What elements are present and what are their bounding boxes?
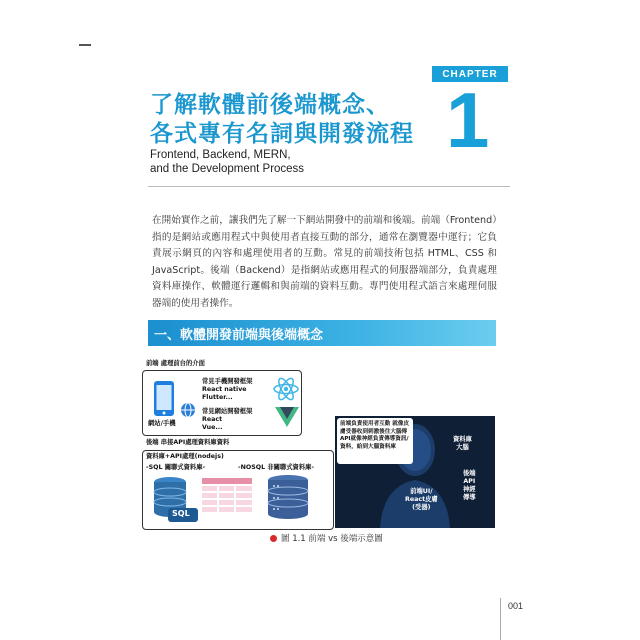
globe-icon: [180, 402, 196, 418]
sql-database-icon: [148, 476, 200, 526]
sql-label: -SQL 關聯式資料庫-: [146, 464, 206, 471]
sql-tag: SQL: [172, 509, 190, 518]
react-icon: [272, 376, 300, 402]
figure-caption: [270, 532, 383, 544]
vue-icon: [274, 406, 300, 428]
nosql-label: -NOSQL 非關聯式資料庫-: [238, 464, 315, 471]
web-framework-label: 常見網站開發框架: [202, 408, 253, 415]
device-label: 網站/手機: [148, 420, 176, 427]
phone-icon: [152, 380, 178, 418]
mobile-framework-label: 常見手機開發框架: [202, 378, 253, 385]
caption-text: 圖 1.1 前端 vs 後端示意圖: [281, 534, 383, 544]
figure-left-panel: [142, 358, 334, 530]
frontend-ui-label: 前端UI/ React皮膚 (受器): [405, 488, 438, 511]
chapter-badge: CHAPTER: [432, 66, 508, 82]
section-heading: 一、軟體開發前端與後端概念: [154, 328, 324, 343]
table-grid-icon: [202, 478, 252, 522]
nosql-database-icon: [258, 474, 318, 524]
backend-box-title: 資料庫+API處理(nodejs): [146, 453, 224, 460]
chapter-title-line1: 了解軟體前後端概念、: [150, 92, 390, 118]
caption-bullet-icon: [270, 535, 277, 542]
brain-label: 資料庫 大腦: [453, 436, 472, 451]
subtitle-line1: Frontend, Backend, MERN,: [150, 149, 291, 161]
subtitle-line2: and the Development Process: [150, 163, 305, 175]
chapter-subtitle: [150, 148, 304, 176]
chapter-title-line2: 各式專有名詞與開發流程: [150, 121, 414, 147]
mobile-framework-items: React native Flutter...: [202, 386, 247, 401]
title-divider: [148, 186, 510, 187]
page-number: 001: [508, 601, 524, 611]
frontend-box-title: 前端 處理前台的介面: [146, 360, 205, 367]
page-number-rule: [500, 598, 501, 640]
backend-title: 後端 串接API處理資料庫資料: [146, 439, 230, 446]
header-dash: [79, 44, 91, 46]
figure-right-panel: [335, 416, 495, 528]
backend-api-label: 後端 API 神經 傳導: [463, 470, 476, 501]
explanation-text: 前端負責使用者互動 就像皮膚受器收到刺激後往大腦傳API就像神經負責傳導資訊/資料，給到大腦資料庫: [340, 421, 410, 450]
chapter-number: 1: [446, 76, 490, 164]
web-framework-items: React Vue...: [202, 416, 223, 431]
intro-paragraph: 在開始實作之前，讓我們先了解一下網站開發中的前端和後端。前端（Frontend）指的是網站或應用程式中與使用者直接互動的部分，通常在瀏覽器中運行；它負責展示網頁的內容和處理使用者的互動。常見的前端技術包括 HTML、CSS 和 JavaScript。後端（Backend）是指網站或應用程式的伺服器端部分，負責處理資料庫操作、軟體運行邏輯和與前端的資料互動。專門使用程式語言來處理伺服器端的使用者操作。: [152, 215, 497, 309]
